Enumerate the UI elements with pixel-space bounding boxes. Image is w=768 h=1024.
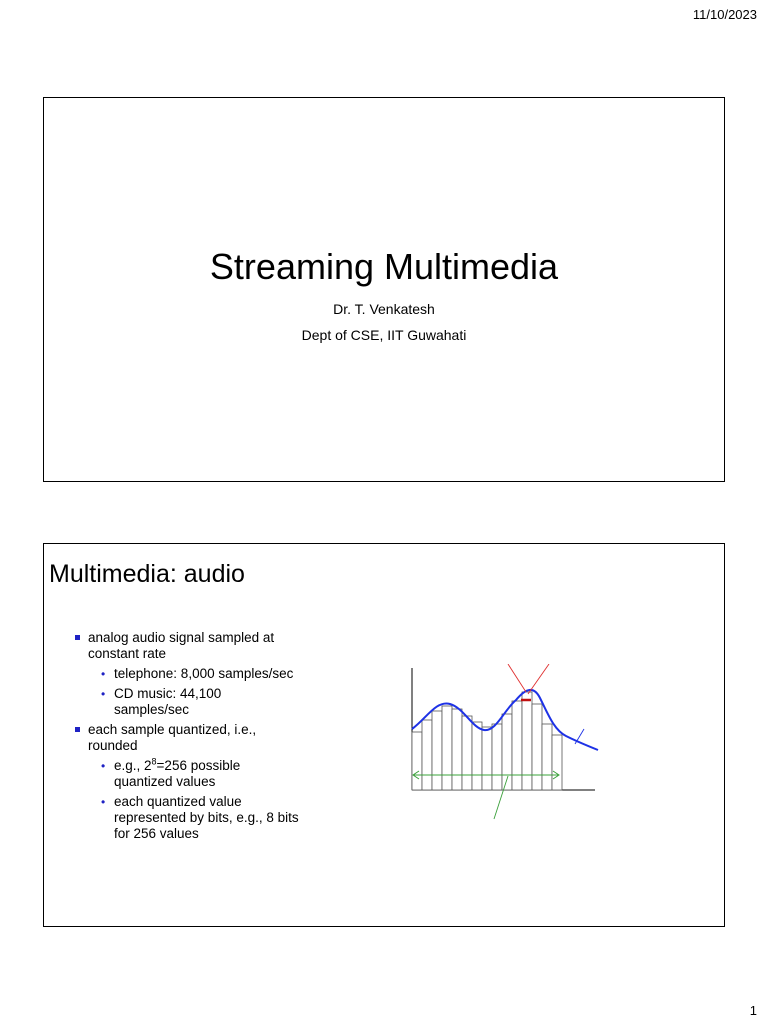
sample-bar <box>532 704 542 790</box>
sub-bullet-item <box>70 666 300 682</box>
bullet-text: each sample quantized, i.e., rounded <box>88 722 257 753</box>
sample-bar <box>492 724 502 790</box>
sample-bar <box>462 716 472 790</box>
sample-bar <box>542 724 552 790</box>
slide-title <box>43 97 725 482</box>
sub-bullet-text: e.g., $2^8=256$ possible quantized values <box>114 756 241 789</box>
slide-audio <box>43 543 725 927</box>
sub-bullet-item <box>70 758 300 790</box>
sample-bar <box>452 709 462 790</box>
sample-bar <box>512 701 522 790</box>
sub-bullet-text: telephone: 8,000 samples/sec <box>114 666 294 681</box>
dot-bullet-icon: • <box>101 687 106 701</box>
presentation-title: Streaming Multimedia <box>209 246 559 287</box>
error-pointer-line <box>508 664 526 692</box>
square-bullet-icon <box>75 635 80 640</box>
sub-bullet-text: each quantized value represented by bits, e.g., 8 bits for 256 values <box>114 794 299 841</box>
sampling-diagram <box>408 664 648 824</box>
sub-bullet-item <box>70 794 300 842</box>
sample-bar <box>552 735 562 790</box>
bullet-text: analog audio signal sampled at constant rate <box>88 630 275 661</box>
sub-bullet-item <box>70 686 300 718</box>
sample-bar <box>432 711 442 790</box>
slide-title: Multimedia: audio <box>49 560 245 588</box>
error-pointer-line <box>528 664 549 694</box>
dot-bullet-icon: • <box>101 795 106 809</box>
bullet-item <box>70 630 300 662</box>
bullet-item <box>70 722 300 754</box>
sample-bar <box>412 732 422 790</box>
author-name: Dr. T. Venkatesh <box>333 301 435 317</box>
sample-bar <box>472 722 482 790</box>
square-bullet-icon <box>75 727 80 732</box>
dot-bullet-icon: • <box>101 667 106 681</box>
sample-bar <box>482 727 492 790</box>
sample-bar <box>442 706 452 790</box>
sample-bar <box>422 720 432 790</box>
bullet-list <box>70 630 300 846</box>
department: Dept of CSE, IIT Guwahati <box>301 327 467 343</box>
page-number: 1 <box>749 1003 757 1018</box>
sub-bullet-text: CD music: 44,100 samples/sec <box>114 686 222 717</box>
header-date: 11/10/2023 <box>692 7 757 22</box>
dot-bullet-icon: • <box>101 759 106 773</box>
